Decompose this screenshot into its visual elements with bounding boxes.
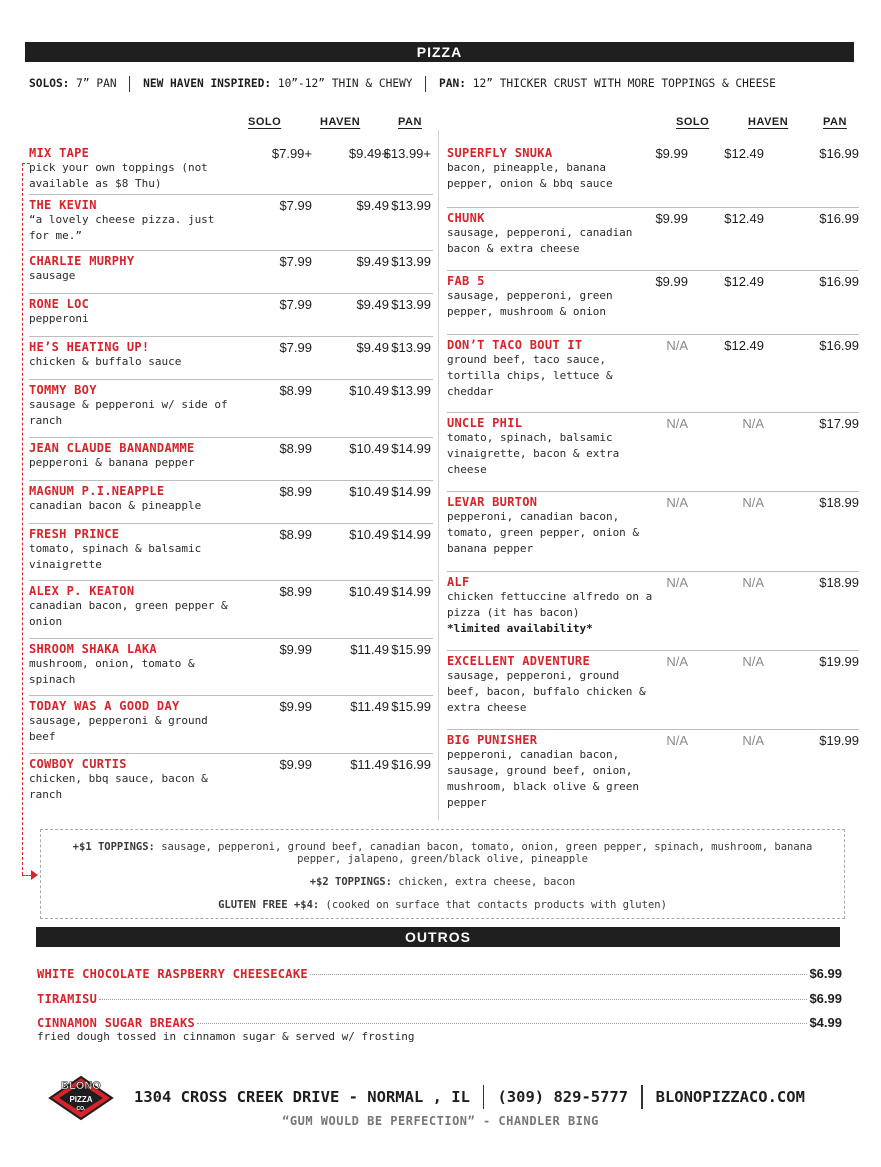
pizza-item-description: ground beef, taco sauce, tortilla chips, lettuce & cheddar <box>447 353 613 398</box>
pizza-item <box>29 696 433 754</box>
outro-item-description: fried dough tossed in cinnamon sugar & served w/ frosting <box>37 1030 415 1043</box>
pizza-section-header: PIZZA <box>25 42 854 62</box>
outro-item-price: $6.99 <box>809 991 842 1006</box>
haven-price: $12.49 <box>724 146 764 161</box>
pizza-item-name: CHUNK <box>447 211 485 225</box>
pizza-item-name: ALF <box>447 575 470 589</box>
solo-price: N/A <box>666 575 688 590</box>
pizza-item-description: pepperoni & banana pepper <box>29 456 195 469</box>
outro-item-price: $4.99 <box>809 1015 842 1030</box>
pizza-item <box>29 337 433 380</box>
pizza-item-description: chicken, bbq sauce, bacon & ranch <box>29 772 208 801</box>
pizza-item <box>29 524 433 581</box>
solo-price: $8.99 <box>279 383 312 398</box>
haven-price: $9.49 <box>356 198 389 213</box>
solo-price: $7.99 <box>279 254 312 269</box>
pan-price: $16.99 <box>391 757 431 772</box>
haven-price: $12.49 <box>724 274 764 289</box>
separator <box>483 1085 485 1109</box>
pizza-item-name: SUPERFLY SNUKA <box>447 146 553 160</box>
pizza-item <box>29 639 433 696</box>
haven-price: N/A <box>742 733 764 748</box>
one-dollar-toppings <box>41 841 844 865</box>
pizza-item-name: ALEX P. KEATON <box>29 584 135 598</box>
pizza-item-name: RONE LOC <box>29 297 90 311</box>
haven-price: N/A <box>742 416 764 431</box>
pizza-item-description: canadian bacon & pineapple <box>29 499 202 512</box>
haven-price: $10.49 <box>349 383 389 398</box>
solo-price: $9.99 <box>279 642 312 657</box>
pan-price: $16.99 <box>819 338 859 353</box>
separator <box>129 76 130 92</box>
one-dollar-toppings-text: sausage, pepperoni, ground beef, canadian bacon, tomato, onion, green pepper, spinach, mushroom, banana pepper, jalapeno, green/black olive, pineapple <box>161 841 813 865</box>
pan-text: 12” THICKER CRUST WITH MORE TOPPINGS & CHEESE <box>472 77 776 90</box>
pizza-item-description: pepperoni, canadian bacon, tomato, green pepper, onion & banana pepper <box>447 510 640 555</box>
logo-text-top: BLONO <box>61 1080 101 1092</box>
outro-item <box>37 1015 842 1044</box>
pizza-item-name: CHARLIE MURPHY <box>29 254 135 268</box>
haven-price: $12.49 <box>724 338 764 353</box>
pan-label: PAN: <box>439 77 466 90</box>
column-divider <box>438 130 439 820</box>
solo-price: $7.99 <box>279 297 312 312</box>
pizza-item <box>447 730 859 826</box>
pizza-item-description: “a lovely cheese pizza. just for me.” <box>29 213 215 242</box>
mix-tape-connector-line <box>22 163 23 875</box>
pan-column-header: PAN <box>823 116 847 128</box>
pizza-item <box>29 581 433 639</box>
arrow-right-icon <box>31 870 38 880</box>
contact-line <box>134 1085 844 1109</box>
pizza-item-description: tomato, spinach & balsamic vinaigrette <box>29 542 202 571</box>
gluten-free-label: GLUTEN FREE +$4: <box>218 899 320 911</box>
pizza-item-name: HE’S HEATING UP! <box>29 340 150 354</box>
solo-price: $9.99 <box>279 757 312 772</box>
pizza-item <box>447 271 859 335</box>
pizza-item-description: canadian bacon, green pepper & onion <box>29 599 228 628</box>
pan-price: $14.99 <box>391 441 431 456</box>
leader-dots <box>310 974 808 975</box>
logo-text-mid: PIZZA <box>69 1095 93 1104</box>
haven-price: $11.49 <box>350 757 389 772</box>
pan-column-header: PAN <box>398 116 422 128</box>
pizza-item <box>29 380 433 438</box>
pizza-item-name: FRESH PRINCE <box>29 527 120 541</box>
solo-price: $9.99 <box>279 699 312 714</box>
pizza-item-name: TODAY WAS A GOOD DAY <box>29 699 180 713</box>
pizza-item <box>447 208 859 271</box>
two-dollar-toppings-label: +$2 TOPPINGS: <box>309 876 392 888</box>
solo-price: $8.99 <box>279 527 312 542</box>
price-column-headers <box>447 112 859 143</box>
leader-dots <box>197 1023 807 1024</box>
pizza-item-description: tomato, spinach, balsamic vinaigrette, bacon & extra cheese <box>447 431 620 476</box>
pizza-item-description: chicken fettuccine alfredo on a pizza (it has bacon) <box>447 590 653 619</box>
toppings-info-box <box>40 829 845 919</box>
pizza-item-description: sausage, pepperoni, ground beef, bacon, buffalo chicken & extra cheese <box>447 669 646 714</box>
pan-price: $16.99 <box>819 211 859 226</box>
pan-price: $18.99 <box>819 495 859 510</box>
haven-column-header: HAVEN <box>320 116 361 128</box>
pan-price: $18.99 <box>819 575 859 590</box>
solo-price: $9.99 <box>655 211 688 226</box>
solo-price: N/A <box>666 416 688 431</box>
phone-number: (309) 829-5777 <box>497 1088 629 1106</box>
pizza-item <box>29 438 433 481</box>
pizza-item-name: UNCLE PHIL <box>447 416 523 430</box>
solo-price: N/A <box>666 338 688 353</box>
footer-quote: “GUM WOULD BE PERFECTION” - CHANDLER BING <box>282 1114 599 1128</box>
pizza-item <box>447 143 859 208</box>
pizza-item-note: *limited availability* <box>447 622 593 635</box>
pizza-item-description: sausage, pepperoni, canadian bacon & extra cheese <box>447 226 633 255</box>
pizza-item-name: LEVAR BURTON <box>447 495 538 509</box>
leader-dots <box>99 999 807 1000</box>
pizza-list-left <box>29 143 433 814</box>
solo-column-header: SOLO <box>248 116 282 128</box>
pan-price: $13.99+ <box>383 146 431 161</box>
haven-column-header: HAVEN <box>748 116 789 128</box>
solo-price: $7.99 <box>279 340 312 355</box>
pizza-item-name: MAGNUM P.I.NEAPPLE <box>29 484 165 498</box>
pizza-item-description: sausage, pepperoni, green pepper, mushroom & onion <box>447 289 613 318</box>
pizza-item-name: SHROOM SHAKA LAKA <box>29 642 157 656</box>
pan-price: $13.99 <box>391 198 431 213</box>
haven-price: $10.49 <box>349 441 389 456</box>
pizza-item <box>29 195 433 251</box>
haven-price: $9.49+ <box>348 146 389 161</box>
outro-item-name: WHITE CHOCOLATE RASPBERRY CHEESECAKE <box>37 967 308 981</box>
pan-price: $15.99 <box>391 642 431 657</box>
pan-price: $13.99 <box>391 340 431 355</box>
pizza-item-description: mushroom, onion, tomato & spinach <box>29 657 195 686</box>
haven-price: $10.49 <box>349 484 389 499</box>
solo-price: N/A <box>666 654 688 669</box>
pizza-item-description: bacon, pineapple, banana pepper, onion & bbq sauce <box>447 161 613 190</box>
outro-item-name: TIRAMISU <box>37 992 98 1006</box>
one-dollar-toppings-label: +$1 TOPPINGS: <box>72 841 155 853</box>
pizza-item <box>29 481 433 524</box>
pizza-item-description: chicken & buffalo sauce <box>29 355 182 368</box>
pizza-menu-right-column <box>447 112 859 826</box>
pizza-item-description: pepperoni, canadian bacon, sausage, ground beef, onion, mushroom, black olive & green pepper <box>447 748 640 809</box>
pizza-item-name: JEAN CLAUDE BANANDAMME <box>29 441 195 455</box>
haven-price: $10.49 <box>349 584 389 599</box>
haven-text: 10”-12” THIN & CHEWY <box>277 77 413 90</box>
haven-price: $11.49 <box>350 699 389 714</box>
pizza-item <box>447 572 859 651</box>
solos-text: 7” PAN <box>76 77 117 90</box>
pan-price: $16.99 <box>819 146 859 161</box>
pizza-item <box>29 754 433 814</box>
pizza-item <box>29 294 433 337</box>
address: 1304 CROSS CREEK DRIVE - NORMAL , IL <box>134 1088 470 1106</box>
pan-price: $14.99 <box>391 484 431 499</box>
pizza-item-name: THE KEVIN <box>29 198 97 212</box>
solo-price: $9.99 <box>655 274 688 289</box>
haven-price: N/A <box>742 575 764 590</box>
solo-price: $7.99 <box>279 198 312 213</box>
gluten-free-text: (cooked on surface that contacts products with gluten) <box>325 899 667 911</box>
pizza-item-name: DON’T TACO BOUT IT <box>447 338 583 352</box>
haven-price: $9.49 <box>356 340 389 355</box>
pizza-item-name: MIX TAPE <box>29 146 90 160</box>
haven-price: $12.49 <box>724 211 764 226</box>
outro-item-name: CINNAMON SUGAR BREAKS <box>37 1016 196 1030</box>
outro-item <box>37 966 842 981</box>
pizza-item-name: FAB 5 <box>447 274 485 288</box>
pizza-item <box>447 651 859 730</box>
haven-label: NEW HAVEN INSPIRED: <box>143 77 272 90</box>
pan-price: $14.99 <box>391 527 431 542</box>
pan-price: $14.99 <box>391 584 431 599</box>
pan-price: $13.99 <box>391 254 431 269</box>
pan-price: $19.99 <box>819 733 859 748</box>
solo-price: $7.99+ <box>271 146 312 161</box>
crust-sizes-line <box>29 76 859 92</box>
pizza-item-description: sausage, pepperoni & ground beef <box>29 714 208 743</box>
solo-price: N/A <box>666 733 688 748</box>
two-dollar-toppings <box>41 876 844 888</box>
pan-price: $19.99 <box>819 654 859 669</box>
pizza-item-description: sausage & pepperoni w/ side of ranch <box>29 398 228 427</box>
pizza-item <box>447 492 859 572</box>
pan-price: $13.99 <box>391 297 431 312</box>
haven-price: $11.49 <box>350 642 389 657</box>
solos-label: SOLOS: <box>29 77 70 90</box>
pan-price: $16.99 <box>819 274 859 289</box>
pizza-list-right <box>447 143 859 826</box>
solo-column-header: SOLO <box>676 116 710 128</box>
pizza-item-name: COWBOY CURTIS <box>29 757 127 771</box>
haven-price: N/A <box>742 495 764 510</box>
solo-price: $8.99 <box>279 441 312 456</box>
logo-text-small: CO. <box>76 1106 86 1112</box>
pizza-menu-left-column <box>29 112 433 814</box>
pizza-item-description: sausage <box>29 269 76 282</box>
pizza-item <box>447 413 859 492</box>
pizza-item-name: EXCELLENT ADVENTURE <box>447 654 590 668</box>
pizza-item <box>29 143 433 195</box>
pan-price: $13.99 <box>391 383 431 398</box>
separator <box>641 1085 643 1109</box>
pan-price: $17.99 <box>819 416 859 431</box>
haven-price: $9.49 <box>356 297 389 312</box>
two-dollar-toppings-text: chicken, extra cheese, bacon <box>398 876 576 888</box>
outro-item-price: $6.99 <box>809 966 842 981</box>
haven-price: N/A <box>742 654 764 669</box>
price-column-headers <box>29 112 433 143</box>
haven-price: $10.49 <box>349 527 389 542</box>
solo-price: $9.99 <box>655 146 688 161</box>
pizza-item <box>29 251 433 294</box>
pizza-item-name: TOMMY BOY <box>29 383 97 397</box>
solo-price: $8.99 <box>279 584 312 599</box>
solo-price: $8.99 <box>279 484 312 499</box>
gluten-free-note <box>41 899 844 911</box>
outro-item <box>37 991 842 1006</box>
outros-section-header: OUTROS <box>36 927 840 947</box>
pizza-item <box>447 335 859 413</box>
solo-price: N/A <box>666 495 688 510</box>
website-link[interactable]: BLONOPIZZACO.COM <box>655 1088 805 1106</box>
haven-price: $9.49 <box>356 254 389 269</box>
pizza-item-description: pepperoni <box>29 312 89 325</box>
pizza-item-name: BIG PUNISHER <box>447 733 538 747</box>
separator <box>425 76 426 92</box>
pizza-item-description: pick your own toppings (not available as $8 Thu) <box>29 161 208 190</box>
pan-price: $15.99 <box>391 699 431 714</box>
